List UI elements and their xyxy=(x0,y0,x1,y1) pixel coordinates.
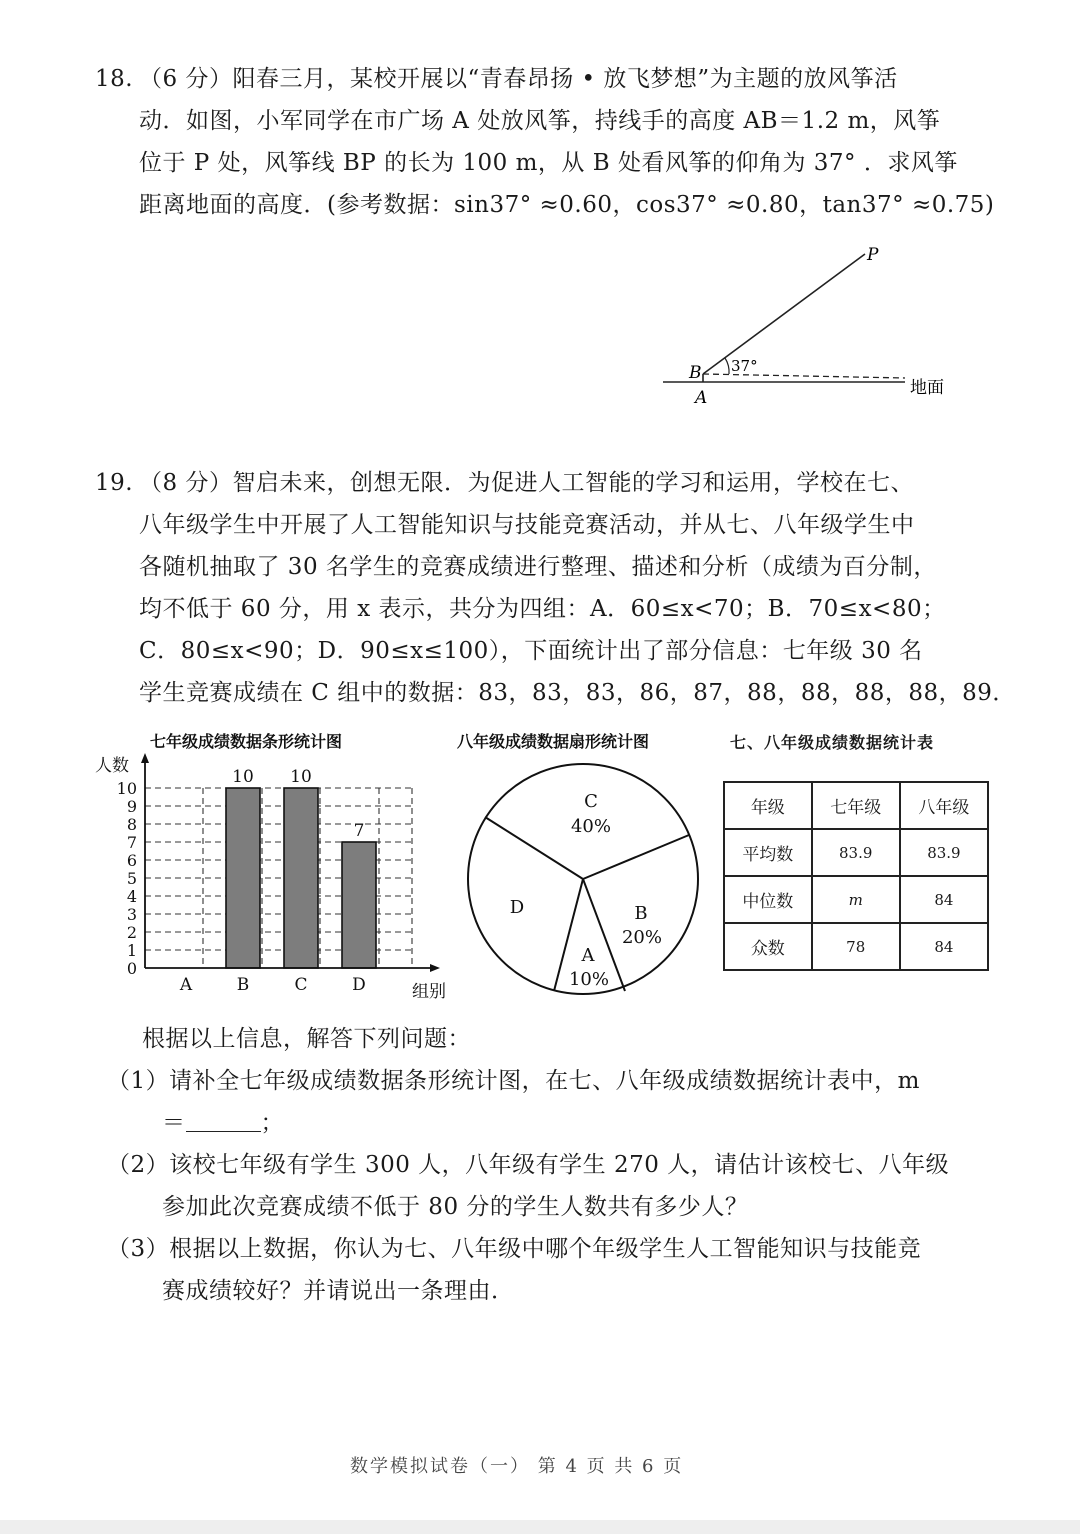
kite-string-bp xyxy=(703,254,865,374)
y-tick-label: 8 xyxy=(126,815,137,834)
sub-q3-line-1: （3）根据以上数据，你认为七、八年级中哪个年级学生人工智能知识与技能竞 xyxy=(107,1236,922,1262)
row-label-mean: 平均数 xyxy=(724,829,812,876)
header-grade: 年级 xyxy=(724,782,812,829)
table-row xyxy=(724,829,988,876)
pie-label-b: B xyxy=(634,903,648,924)
answer-blank[interactable] xyxy=(186,1107,261,1132)
cell-mean-grade8: 83.9 xyxy=(900,829,988,876)
q19-line-1 xyxy=(95,462,985,504)
sub-questions xyxy=(107,1018,987,1312)
sub-q1-line-2 xyxy=(107,1102,987,1144)
row-label-mode: 众数 xyxy=(724,923,812,970)
question-19 xyxy=(95,462,1016,714)
cell-median-grade7: m xyxy=(812,876,900,923)
grade7-bar-chart xyxy=(90,725,460,1010)
bar-value-label: 7 xyxy=(353,821,365,841)
table-row xyxy=(724,876,988,923)
y-tick-label: 0 xyxy=(126,959,137,978)
bottom-band xyxy=(0,1520,1080,1534)
grade8-pie-chart xyxy=(455,725,720,1010)
q18-line-1 xyxy=(95,58,985,100)
q19-line-2: 八年级学生中开展了人工智能知识与技能竞赛活动，并从七、八年级学生中 xyxy=(139,512,915,538)
q19-line-5: C．80≤x<90；D．90≤x≤100），下面统计出了部分信息：七年级 30 名 xyxy=(139,638,923,664)
pie-chart-title: 八年级成绩数据扇形统计图 xyxy=(457,732,650,751)
sub-q1-semicolon: ； xyxy=(260,1110,284,1136)
q18-number: 18. xyxy=(95,66,134,92)
q19-text-1: （8 分）智启未来，创想无限．为促进人工智能的学习和运用，学校在七、 xyxy=(139,470,914,496)
y-axis-arrow xyxy=(141,753,149,763)
q19-line-6: 学生竞赛成绩在 C 组中的数据：83，83，83，86，87，88，88，88，88，89． xyxy=(139,680,1016,706)
y-tick-label: 4 xyxy=(126,887,137,906)
sub-q2-line-1: （2）该校七年级有学生 300 人，八年级有学生 270 人，请估计该校七、八年级 xyxy=(107,1152,950,1178)
bar-C xyxy=(284,788,318,968)
table-header-row xyxy=(724,782,988,829)
cell-mean-grade7: 83.9 xyxy=(812,829,900,876)
sub-intro: 根据以上信息，解答下列问题： xyxy=(142,1026,471,1052)
bar-B xyxy=(226,788,260,968)
q19-line-3: 各随机抽取了 30 名学生的竞赛成绩进行整理、描述和分析（成绩为百分制， xyxy=(139,554,937,580)
sub-q2-line-2: 参加此次竞赛成绩不低于 80 分的学生人数共有多少人？ xyxy=(162,1194,749,1220)
sub-q3-line-2: 赛成绩较好？并请说出一条理由． xyxy=(162,1278,515,1304)
bar-D xyxy=(342,842,376,968)
pie-label-d: D xyxy=(509,897,525,918)
cell-mode-grade7: 78 xyxy=(812,923,900,970)
header-grade8: 八年级 xyxy=(900,782,988,829)
ground-label: 地面 xyxy=(910,378,944,398)
q19-line-4: 均不低于 60 分，用 x 表示，共分为四组：A．60≤x<70；B．70≤x<80； xyxy=(139,596,946,622)
bar-chart-bars xyxy=(179,767,376,995)
table-row xyxy=(724,923,988,970)
q19-number: 19. xyxy=(95,470,134,496)
kite-figure xyxy=(655,238,985,413)
header-grade7: 七年级 xyxy=(812,782,900,829)
y-tick-label: 2 xyxy=(126,923,137,942)
q18-line-4: 距离地面的高度．(参考数据：sin37° ≈0.60，cos37° ≈0.80，tan37° ≈0.75) xyxy=(139,192,995,218)
q18-line-2: 动．如图，小军同学在市广场 A 处放风筝，持线手的高度 AB＝1.2 m，风筝 xyxy=(139,108,941,134)
y-tick-label: 5 xyxy=(126,869,137,888)
bar-value-label: 10 xyxy=(290,767,312,787)
angle-label: 37° xyxy=(731,357,758,375)
q18-line-3: 位于 P 处，风筝线 BP 的长为 100 m，从 B 处看风筝的仰角为 37° ．求风筝 xyxy=(139,150,958,176)
pie-label-c: C xyxy=(584,791,598,812)
cell-mode-grade8: 84 xyxy=(900,923,988,970)
x-axis-arrow xyxy=(430,964,440,972)
x-tick-label: D xyxy=(352,975,366,995)
pie-percent-a: 10% xyxy=(568,969,610,990)
pie-label-a: A xyxy=(581,945,595,966)
q18-text-1: （6 分）阳春三月，某校开展以“青春昂扬 • 放飞梦想”为主题的放风筝活 xyxy=(139,66,898,92)
label-a: A xyxy=(695,388,708,408)
row-label-median: 中位数 xyxy=(724,876,812,923)
bar-value-label: 10 xyxy=(232,767,254,787)
y-tick-label: 6 xyxy=(126,851,137,870)
cell-median-grade8: 84 xyxy=(900,876,988,923)
label-p: P xyxy=(867,245,879,265)
stats-table xyxy=(723,781,989,971)
y-tick-label: 9 xyxy=(126,797,137,816)
bar-chart-title: 七年级成绩数据条形统计图 xyxy=(150,732,343,751)
y-tick-label: 3 xyxy=(126,905,137,924)
label-b: B xyxy=(689,363,702,383)
pie-percent-c: 40% xyxy=(570,816,612,837)
angle-arc xyxy=(725,358,729,374)
table-title: 七、八年级成绩数据统计表 xyxy=(730,733,935,752)
pie-percent-b: 20% xyxy=(621,927,663,948)
page-footer: 数学模拟试卷（一） 第 4 页 共 6 页 xyxy=(350,1456,684,1477)
x-tick-label: C xyxy=(294,975,308,995)
y-tick-label: 1 xyxy=(126,941,137,960)
bar-chart-xlabel: 组别 xyxy=(412,982,446,1002)
y-tick-label: 7 xyxy=(126,833,137,852)
question-18 xyxy=(95,58,995,226)
y-tick-label: 10 xyxy=(116,779,137,798)
sub-q1-line-1: （1）请补全七年级成绩数据条形统计图，在七、八年级成绩数据统计表中，m xyxy=(107,1068,920,1094)
x-tick-label: B xyxy=(236,975,250,995)
x-tick-label: A xyxy=(179,975,193,995)
bar-chart-ylabel: 人数 xyxy=(95,756,129,776)
sub-q1-equals: ＝ xyxy=(162,1110,186,1136)
